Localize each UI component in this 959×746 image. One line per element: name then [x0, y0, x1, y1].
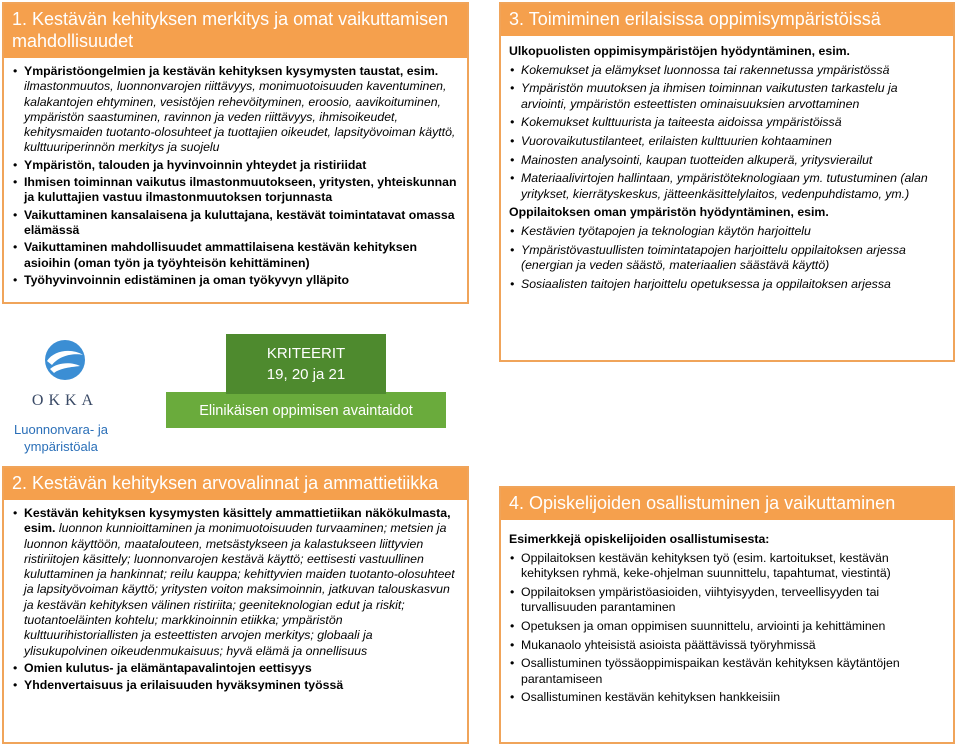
okka-logo-text: OKKA: [31, 392, 99, 409]
panel-4-list: [509, 551, 945, 706]
criteria-subtitle: Elinikäisen oppimisen avaintaidot: [199, 403, 413, 419]
criteria-banner: [166, 330, 446, 430]
panel-3-list-2: [509, 224, 945, 292]
list-item: • Mukanaolo yhteisistä asioista päättävissä työryhmissä: [521, 638, 945, 654]
panel-1-title: 1. Kestävän kehityksen merkitys ja omat vaikuttamisen mahdollisuudet: [4, 4, 467, 58]
criteria-title: KRITEERIT 19, 20 ja 21: [266, 345, 346, 383]
list-item: • Mainosten analysointi, kaupan tuotteiden alkuperä, yritysvierailut: [521, 153, 945, 169]
okka-swirl-icon: [30, 335, 100, 385]
panel-2-title: 2. Kestävän kehityksen arvovalinnat ja ammattietiikka: [4, 468, 467, 500]
panel-learning-environments: [499, 2, 955, 362]
panel-3-list-1: [509, 63, 945, 203]
list-item: • Vaikuttaminen kansalaisena ja kuluttajana, kestävät toimintatavat omassa elämässä: [24, 208, 459, 239]
panel-3-subheading-2: Oppilaitoksen oman ympäristön hyödyntäminen, esim.: [509, 205, 829, 220]
list-item: • Oppilaitoksen kestävän kehityksen työ (esim. kartoitukset, kestävän kehityksen ryhmä, keke-ohjelman suunnittelu, tapahtumat, viestintä): [521, 551, 945, 582]
list-item: • Kokemukset kulttuurista ja taiteesta aidoissa ympäristöissä: [521, 115, 945, 131]
list-item: • Sosiaalisten taitojen harjoittelu opetuksessa ja oppilaitoksen arjessa: [521, 277, 945, 293]
list-item: • Vaikuttaminen mahdollisuudet ammattilaisena kestävän kehityksen asioihin (oman työn ja työyhteisön kehittäminen): [24, 240, 459, 271]
panel-3-title: 3. Toimiminen erilaisissa oppimisympäristöissä: [501, 4, 953, 36]
list-item: • Opetuksen ja oman oppimisen suunnittelu, arviointi ja kehittäminen: [521, 619, 945, 635]
panel-4-subheading: Esimerkkejä opiskelijoiden osallistumisesta:: [509, 532, 770, 546]
panel-student-participation: [499, 486, 955, 744]
list-item: • Omien kulutus- ja elämäntapavalintojen eettisyys: [24, 661, 459, 676]
list-item: • Kokemukset ja elämykset luonnossa tai rakennetussa ympäristössä: [521, 63, 945, 79]
list-item: • Ympäristöongelmien ja kestävän kehityksen kysymysten taustat, esim. ilmastonmuutos, luonnonvarojen riittävyys, monimuotoisuuden kaventuminen, kalakantojen ehtyminen, vesistöjen rehevöityminen, eroosio, aavikoituminen, ympäristön saastuminen, ravinnon ja veden riittävyys, ihmisoikeudet, kehitysmaiden tuotanto-olosuhteet ja tuottajien oikeudet, lapsityövoiman käyttö, kulttuuriperinnön merkitys ja suojelu: [24, 64, 459, 156]
list-item: • Kestävien työtapojen ja teknologian käytön harjoittelu: [521, 224, 945, 240]
list-item: • Työhyvinvoinnin edistäminen ja oman työkyvyn ylläpito: [24, 273, 459, 288]
panel-values-ethics: [2, 466, 469, 744]
list-item: • Ihmisen toiminnan vaikutus ilmastonmuutokseen, yritysten, yhteiskunnan ja kuluttajien vastuu ilmastonmuutoksen torjunnasta: [24, 175, 459, 206]
list-item: • Kestävän kehityksen kysymysten käsittely ammattietiikan näkökulmasta, esim. luonnon kunnioittaminen ja monimuotoisuuden turvaaminen; metsien ja luonnon käyttöön, maatalouteen, metsästykseen ja kalastukseen liittyvien ristiriitojen käsittely; luonnonvarojen kestävä käyttö; eettisesti vastuullinen kuluttaminen ja hankinnat; reilu kauppa; kehittyvien maiden tuotanto-olosuhteet ja lapsityövoiman käyttö; yritysten voiton maksimoinnin, jatkuvan talouskasvun ja kestävän kehityksen välinen ristiriita; geeniteknologian edut ja riskit; tuotantoeläinten kohtelu; markkinoinnin etiikka; ympäristön kulttuurihistoriallisten ja esteettisten arvojen merkitys; globaali ja ylisukupolvinen oikeudenmukaisuus; hyvä elämä ja onnellisuus: [24, 506, 459, 659]
list-item: • Ympäristövastuullisten toimintatapojen harjoittelu oppilaitoksen arjessa (energian ja veden säästö, materiaalien säästävä käyttö): [521, 243, 945, 274]
list-item: • Oppilaitoksen ympäristöasioiden, viihtyisyyden, terveellisyyden tai turvallisuuden parantaminen: [521, 585, 945, 616]
panel-3-subheading-1: Ulkopuolisten oppimisympäristöjen hyödyntäminen, esim.: [509, 44, 850, 58]
panel-4-title: 4. Opiskelijoiden osallistuminen ja vaikuttaminen: [501, 488, 953, 520]
list-item: • Osallistuminen kestävän kehityksen hankkeisiin: [521, 690, 945, 706]
list-item: • Yhdenvertaisuus ja erilaisuuden hyväksyminen työssä: [24, 678, 459, 693]
list-item: • Vuorovaikutustilanteet, erilaisten kulttuurien kohtaaminen: [521, 134, 945, 150]
list-item: • Materiaalivirtojen hallintaan, ympäristöteknologiaan ym. tutustuminen (alan yritykset, kierrätyskeskus, jätteenkäsittelylaitos, vedenpuhdistamo, ym.): [521, 171, 945, 202]
panel-1-list: [12, 64, 459, 288]
field-label: Luonnonvara- ja ympäristöala: [14, 422, 108, 454]
panel-significance: [2, 2, 469, 304]
list-item: • Ympäristön muutoksen ja ihmisen toiminnan vaikutusten tarkastelu ja arviointi, ympäristön esteettisten ominaisuuksien arvottaminen: [521, 81, 945, 112]
list-item: • Ympäristön, talouden ja hyvinvoinnin yhteydet ja ristiriidat: [24, 158, 459, 173]
panel-2-list: [12, 506, 459, 694]
list-item: • Osallistuminen työssäoppimispaikan kestävän kehityksen käytäntöjen parantamiseen: [521, 656, 945, 687]
okka-logo: [30, 335, 100, 410]
